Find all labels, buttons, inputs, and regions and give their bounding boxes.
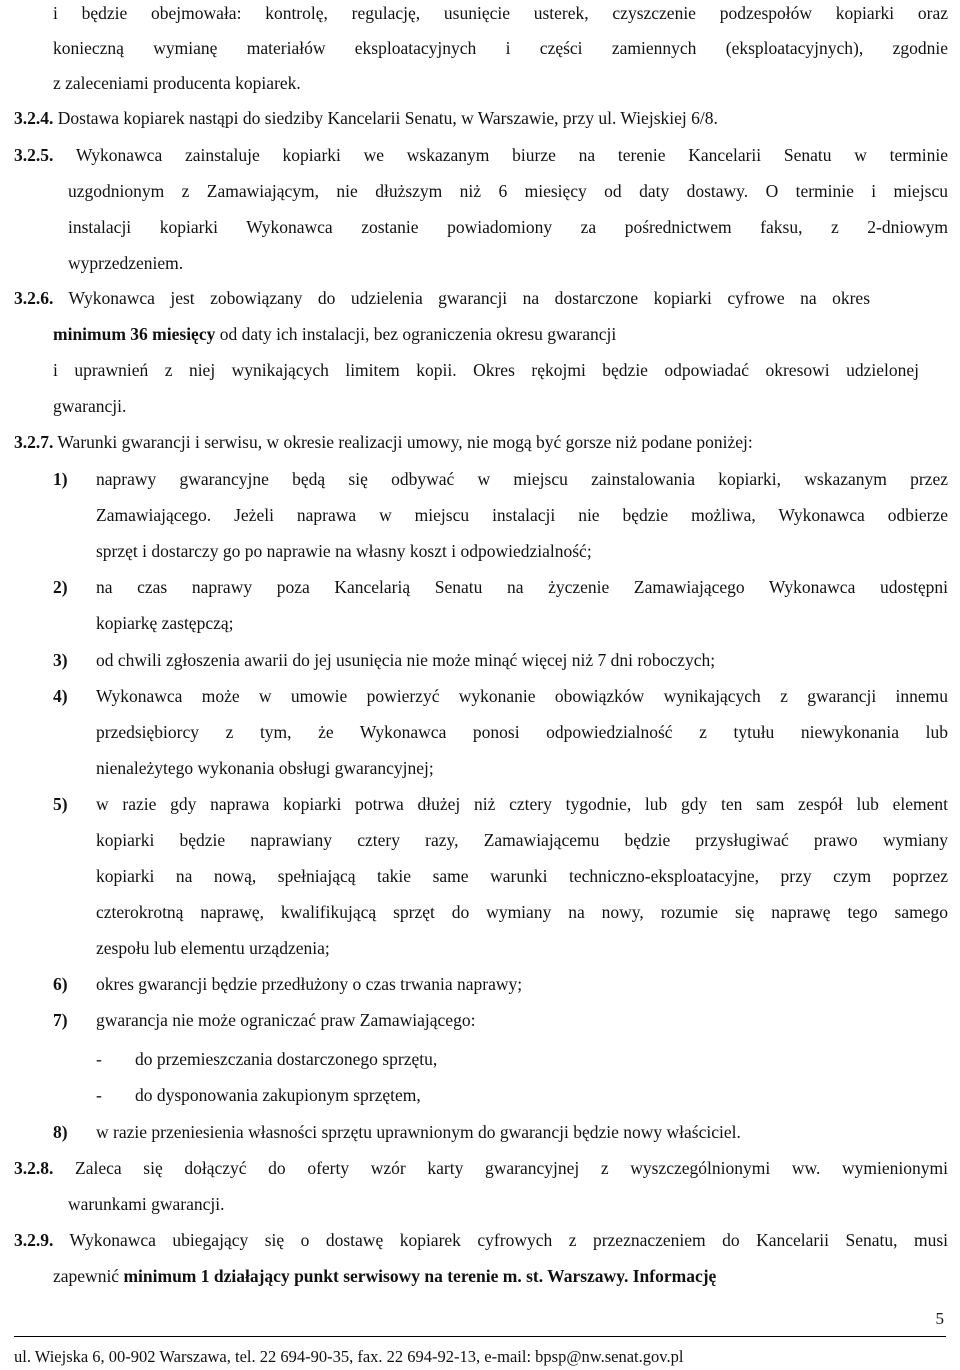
section-3-2-8-line-1 xyxy=(14,1157,948,1179)
item-number: 2) xyxy=(53,577,68,597)
section-number: 3.2.8. xyxy=(14,1158,54,1178)
minimum-period: minimum 36 miesięcy xyxy=(53,324,216,344)
list-item-line: gwarancja nie może ograniczać praw Zamawiającego: xyxy=(96,1010,476,1030)
list-item-line: kopiarki będzie naprawiany cztery razy, Zamawiającemu będzie przysługiwać prawo wymiany xyxy=(96,830,948,850)
list-item-line: Zamawiającego. Jeżeli naprawa w miejscu instalacji nie będzie możliwa, Wykonawca odbierze xyxy=(96,505,948,525)
footer-divider xyxy=(14,1336,946,1337)
service-requirement: minimum 1 działający punkt serwisowy na terenie m. st. Warszawy. Informację xyxy=(123,1266,717,1286)
section-number: 3.2.6. xyxy=(14,288,54,308)
sub-item-1: do przemieszczania dostarczonego sprzętu, xyxy=(135,1049,438,1069)
section-number: 3.2.9. xyxy=(14,1230,54,1250)
section-number: 3.2.5. xyxy=(14,145,54,165)
section-3-2-6-line-1 xyxy=(14,287,870,309)
section-text: Wykonawca jest zobowiązany do udzielenia gwarancji na dostarczone kopiarki cyfrowe na okres xyxy=(53,288,870,308)
list-item-line: przedsiębiorcy z tym, że Wykonawca ponosi odpowiedzialność z tytułu niewykonania lub xyxy=(96,722,948,742)
list-item-line: nienależytego wykonania obsługi gwarancyjnej; xyxy=(96,758,434,778)
intro-line-3: z zaleceniami producenta kopiarek. xyxy=(53,73,301,93)
section-3-2-7 xyxy=(14,431,753,453)
list-item-line: od chwili zgłoszenia awarii do jej usunięcia nie może minąć więcej niż 7 dni roboczych; xyxy=(96,650,716,670)
section-text: Zaleca się dołączyć do oferty wzór karty gwarancyjnej z wyszczególnionymi ww. wymienionymi xyxy=(53,1158,948,1178)
list-item-line: zespołu lub elementu urządzenia; xyxy=(96,938,330,958)
section-3-2-6-line-2 xyxy=(53,323,616,345)
section-text: Warunki gwarancji i serwisu, w okresie realizacji umowy, nie mogą być gorsze niż podane poniżej: xyxy=(53,432,753,452)
section-text: Dostawa kopiarek nastąpi do siedziby Kancelarii Senatu, w Warszawie, przy ul. Wiejskiej 6/8. xyxy=(53,108,718,128)
item-number: 6) xyxy=(53,974,68,994)
page-number: 5 xyxy=(935,1309,944,1328)
list-item-line: sprzęt i dostarczy go po naprawie na własny koszt i odpowiedzialność; xyxy=(96,541,592,561)
section-text: zapewnić xyxy=(53,1266,124,1286)
item-8-text: w razie przeniesienia własności sprzętu uprawnionym do gwarancji będzie nowy właściciel. xyxy=(96,1122,741,1142)
section-text: od daty ich instalacji, bez ograniczenia okresu gwarancji xyxy=(215,324,617,344)
item-number: 8) xyxy=(53,1122,68,1142)
section-number: 3.2.4. xyxy=(14,108,54,128)
list-item-line: kopiarkę zastępczą; xyxy=(96,613,234,633)
intro-line-2: konieczną wymianę materiałów eksploatacyjnych i części zamiennych (eksploatacyjnych), zgodnie xyxy=(53,38,948,58)
section-3-2-5-line-3: instalacji kopiarki Wykonawca zostanie powiadomiony za pośrednictwem faksu, z 2-dniowym xyxy=(68,217,948,237)
section-3-2-5-line-4: wyprzedzeniem. xyxy=(68,253,184,273)
section-3-2-9-line-1 xyxy=(14,1229,948,1251)
section-3-2-9-line-2 xyxy=(53,1265,948,1287)
list-item-line: Wykonawca może w umowie powierzyć wykonanie obowiązków wynikających z gwarancji innemu xyxy=(96,686,948,706)
dash-mark: - xyxy=(96,1085,102,1105)
sub-item-2: do dysponowania zakupionym sprzętem, xyxy=(135,1085,421,1105)
item-number: 4) xyxy=(53,686,68,706)
section-3-2-6-line-4: gwarancji. xyxy=(53,396,127,416)
section-3-2-8-line-2: warunkami gwarancji. xyxy=(68,1194,225,1214)
item-number: 5) xyxy=(53,794,68,814)
section-text: Wykonawca ubiegający się o dostawę kopiarek cyfrowych z przeznaczeniem do Kancelarii Senatu, musi xyxy=(53,1230,948,1250)
item-number: 7) xyxy=(53,1010,68,1030)
section-number: 3.2.7. xyxy=(14,432,54,452)
item-number: 3) xyxy=(53,650,68,670)
list-item-line: naprawy gwarancyjne będą się odbywać w miejscu zainstalowania kopiarki, wskazanym przez xyxy=(96,469,948,489)
section-3-2-5-line-2: uzgodnionym z Zamawiającym, nie dłuższym niż 6 miesięcy od daty dostawy. O terminie i miejscu xyxy=(68,181,948,201)
dash-mark: - xyxy=(96,1049,102,1069)
list-item-line: na czas naprawy poza Kancelarią Senatu na życzenie Zamawiającego Wykonawca udostępni xyxy=(96,577,948,597)
section-text: Wykonawca zainstaluje kopiarki we wskazanym biurze na terenie Kancelarii Senatu w terminie xyxy=(53,145,948,165)
intro-line-1: i będzie obejmowała: kontrolę, regulację, usunięcie usterek, czyszczenie podzespołów kopiarki oraz xyxy=(53,3,948,23)
section-3-2-6-line-3: i uprawnień z niej wynikających limitem kopii. Okres rękojmi będzie odpowiadać okresowi udzielonej xyxy=(53,360,919,380)
list-item-line: czterokrotną naprawę, kwalifikującą sprzęt do wymiany na nowy, rozumie się naprawę tego samego xyxy=(96,902,948,922)
section-3-2-5-line-1 xyxy=(14,144,948,166)
list-item-line: kopiarki na nową, spełniającą takie same warunki techniczno-eksploatacyjne, przy czym poprzez xyxy=(96,866,948,886)
item-number: 1) xyxy=(53,469,68,489)
list-item-line: w razie gdy naprawa kopiarki potrwa dłużej niż cztery tygodnie, lub gdy ten sam zespół lub element xyxy=(96,794,948,814)
list-item-line: okres gwarancji będzie przedłużony o czas trwania naprawy; xyxy=(96,974,523,994)
section-3-2-4 xyxy=(14,107,718,129)
footer-address: ul. Wiejska 6, 00-902 Warszawa, tel. 22 694-90-35, fax. 22 694-92-13, e-mail: bpsp@nw.senat.gov.pl xyxy=(14,1347,684,1366)
